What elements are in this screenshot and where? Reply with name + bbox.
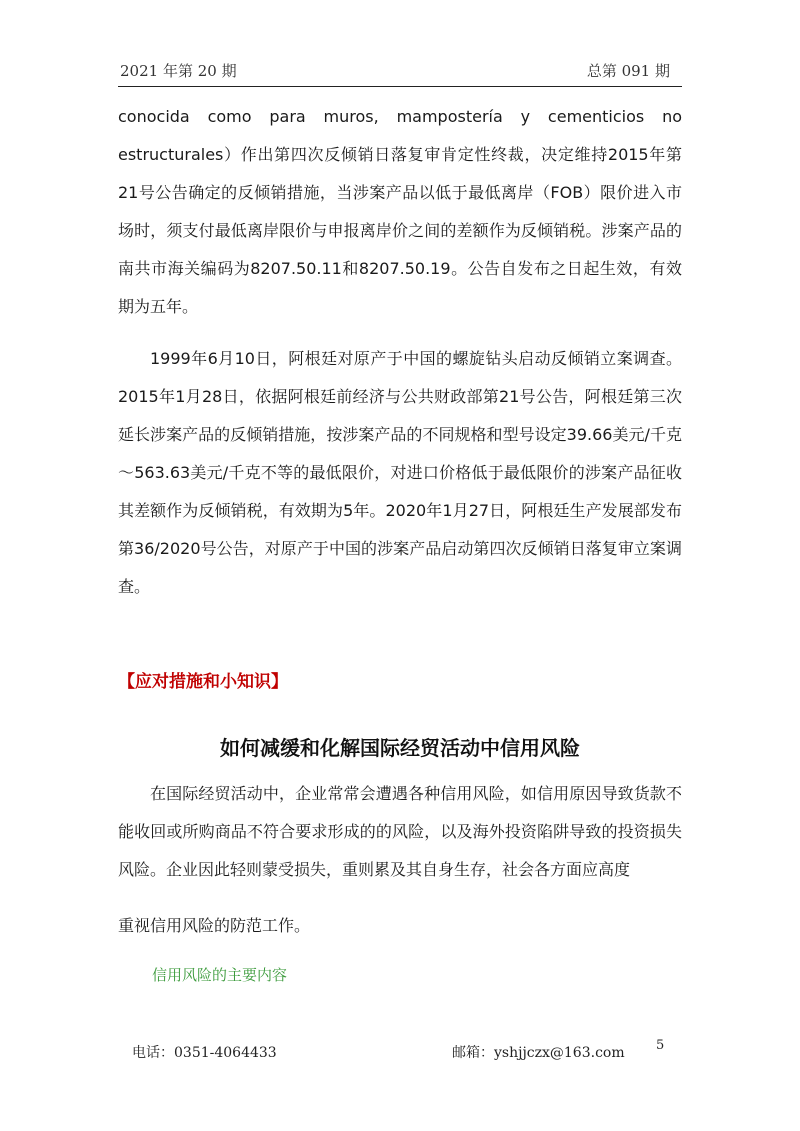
footer-email: 邮箱：yshjjczx@163.com <box>452 1045 625 1061</box>
subheading: 信用风险的主要内容 <box>152 966 288 984</box>
section-tag: 【应对措施和小知识】 <box>118 672 288 692</box>
body-paragraph-3: 在国际经贸活动中，企业常常会遭遇各种信用风险，如信用原因导致货款不能收回或所购商品不符合要求形成的的风险，以及海外投资陷阱导致的投资损失风险。企业因此轻则蒙受损失，重则累及其自身生存，社会各方面应高度 <box>118 784 682 879</box>
total-issue-number: 总第 091 期 <box>586 62 670 80</box>
article-title: 如何减缓和化解国际经贸活动中信用风险 <box>220 736 580 760</box>
page-header <box>118 58 682 87</box>
body-paragraph-2: 1999年6月10日，阿根廷对原产于中国的螺旋钻头启动反倾销立案调查。2015年1月28日，依据阿根廷前经济与公共财政部第21号公告，阿根廷第三次延长涉案产品的反倾销措施，按涉案产品的不同规格和型号设定39.66美元/千克～563.63美元/千克不等的最低限价，对进口价格低于最低限价的涉案产品征收其差额作为反倾销税，有效期为5年。2020年1月27日，阿根廷生产发展部发布第36/2020号公告，对原产于中国的涉案产品启动第四次反倾销日落复审立案调查。 <box>118 349 682 596</box>
body-paragraph-1: conocida como para muros, mampostería y cementicios no estructurales）作出第四次反倾销日落复审肯定性终裁，决定维持2015年第21号公告确定的反倾销措施，当涉案产品以低于最低离岸（FOB）限价进入市场时，须支付最低离岸限价与申报离岸价之间的差额作为反倾销税。涉案产品的南共市海关编码为8207.50.11和8207.50.19。公告自发布之日起生效，有效期为五年。 <box>118 107 682 316</box>
page-number: 5 <box>656 1038 665 1053</box>
page-footer <box>118 1038 682 1066</box>
issue-number: 2021 年第 20 期 <box>120 62 237 80</box>
footer-phone: 电话：0351-4064433 <box>132 1045 277 1061</box>
body-paragraph-3-tail: 重视信用风险的防范工作。 <box>118 916 311 935</box>
